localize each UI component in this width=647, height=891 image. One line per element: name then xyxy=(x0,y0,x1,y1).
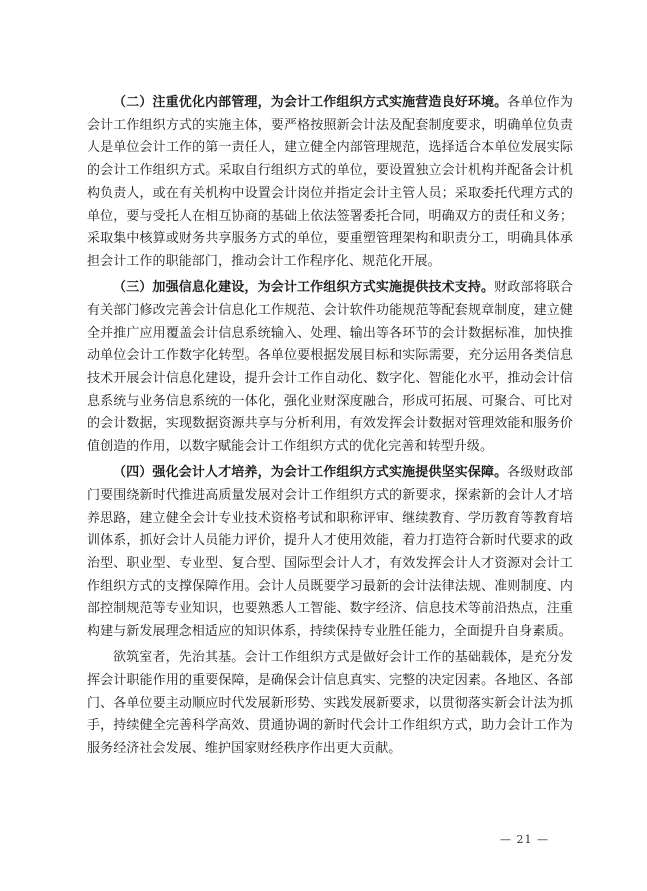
paragraph-text: 欲筑室者，先治其基。会计工作组织方式是做好会计工作的基础载体，是充分发挥会计职能作用的重要保障，是确保会计信息真实、完整的决定因素。各地区、各部门、各单位要主动顺应时代发展新形势、实践发展新要求，以贯彻落实新会计法为抓手，持续健全完善科学高效、贯通协调的新时代会计工作组织方式，助力会计工作为服务经济社会发展、维护国家财经秩序作出更大贡献。 xyxy=(87,650,573,757)
paragraph-informatization xyxy=(87,277,573,459)
section-heading: （三）加强信息化建设，为会计工作组织方式实施提供技术支持。 xyxy=(113,280,495,296)
section-heading: （四）强化会计人才培养，为会计工作组织方式实施提供坚实保障。 xyxy=(113,465,508,481)
section-heading: （二）注重优化内部管理，为会计工作组织方式实施营造良好环境。 xyxy=(113,95,508,110)
page-number: — 21 — xyxy=(500,833,549,846)
paragraph-conclusion xyxy=(87,647,573,761)
document-page xyxy=(87,92,573,764)
paragraph-talent-cultivation xyxy=(87,462,573,644)
paragraph-text: 各级财政部门要围绕新时代推进高质量发展对会计工作组织方式的新要求，探索新的会计人才培养思路，建立健全会计专业技术资格考试和职称评审、继续教育、学历教育等教育培训体系，抓好会计人员能力评价，提升人才使用效能，着力打造符合新时代要求的政治型、职业型、专业型、复合型、国际型会计人才，有效发挥会计人才资源对会计工作组织方式的支撑保障作用。会计人员既要学习最新的会计法律法规、准则制度、内部控制规范等专业知识，也要熟悉人工智能、数字经济、信息技术等前沿热点，注重构建与新发展理念相适应的知识体系，持续保持专业胜任能力，全面提升自身素质。 xyxy=(87,465,573,640)
paragraph-internal-management xyxy=(87,92,573,274)
paragraph-text: 财政部将联合有关部门修改完善会计信息化工作规范、会计软件功能规范等配套规章制度，建立健全并推广应用覆盖会计信息系统输入、处理、输出等各环节的会计数据标准，加快推动单位会计工作数字化转型。各单位要根据发展目标和实际需要，充分运用各类信息技术开展会计信息化建设，提升会计工作自动化、数字化、智能化水平，推动会计信息系统与业务信息系统的一体化，强化业财深度融合，形成可拓展、可聚合、可比对的会计数据，实现数据资源共享与分析利用，有效发挥会计数据对管理效能和服务价值创造的作用，以数字赋能会计工作组织方式的优化完善和转型升级。 xyxy=(87,280,573,455)
paragraph-text: 各单位作为会计工作组织方式的实施主体，要严格按照新会计法及配套制度要求，明确单位负责人是单位会计工作的第一责任人，建立健全内部管理规范，选择适合本单位发展实际的会计工作组织方式。采取自行组织方式的单位，要设置独立会计机构并配备会计机构负责人，或在有关机构中设置会计岗位并指定会计主管人员；采取委托代理方式的单位，要与受托人在相互协商的基础上依法签署委托合同，明确双方的责任和义务；采取集中核算或财务共享服务方式的单位，要重塑管理架构和职责分工，明确具体承担会计工作的职能部门，推动会计工作程序化、规范化开展。 xyxy=(87,95,573,269)
